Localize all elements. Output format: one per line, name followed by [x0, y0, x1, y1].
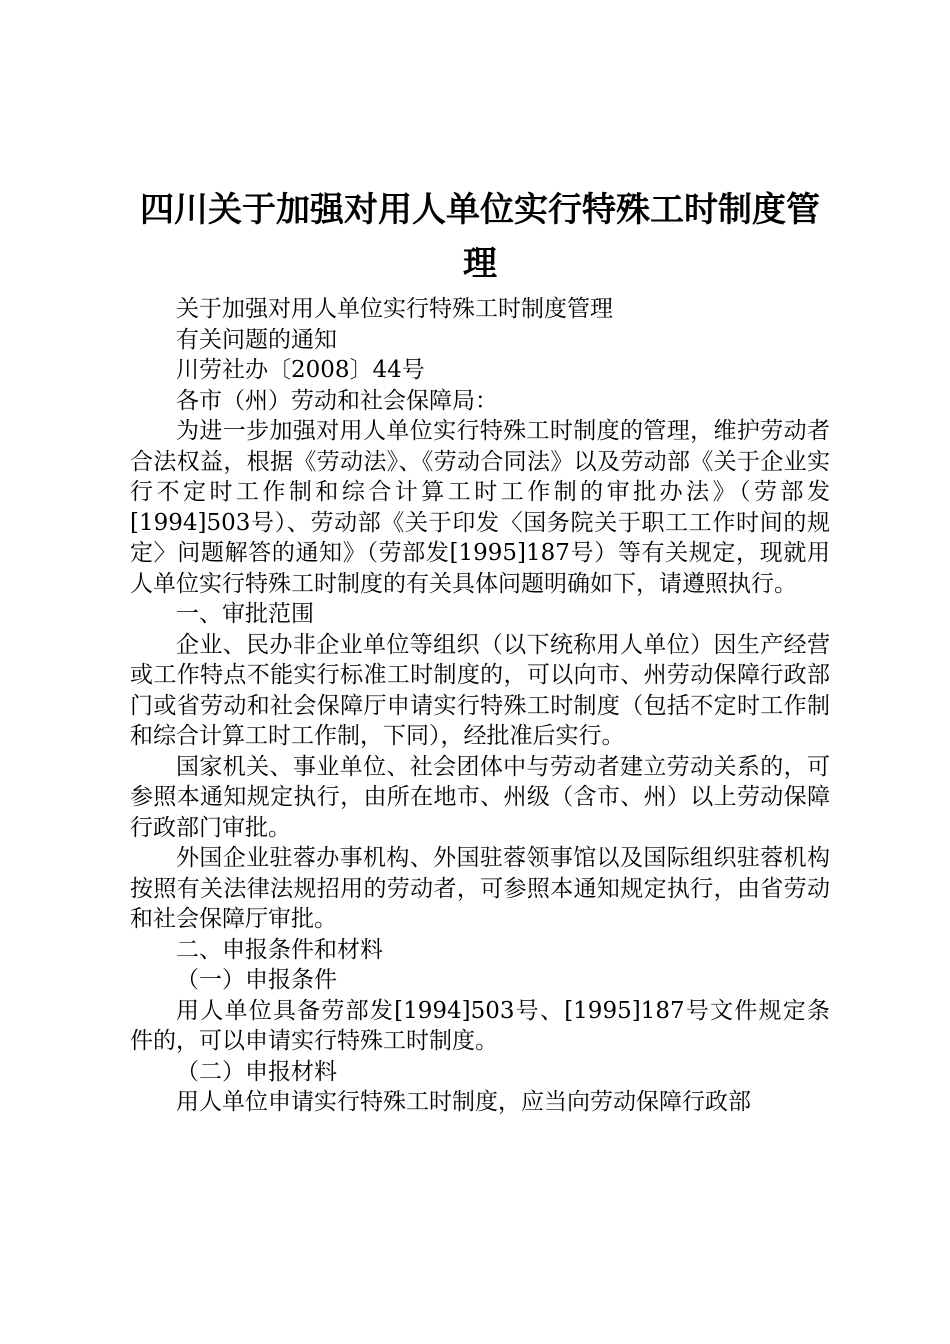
subsection-heading-1: （一）申报条件	[176, 967, 337, 993]
subtitle-line-1: 关于加强对用人单位实行特殊工时制度管理	[176, 296, 613, 322]
document-number: 川劳社办〔2008〕44号	[176, 357, 425, 383]
paragraph-scope-1: 企业、民办非企业单位等组织（以下统称用人单位）因生产经营或工作特点不能实行标准工时制度的，可以向市、州劳动保障行政部门或省劳动和社会保障厅申请实行特殊工时制度（包括不定时工作制和综合计算工时工作制，下同），经批准后实行。	[130, 631, 830, 749]
section-heading-1: 一、审批范围	[176, 601, 314, 627]
paragraph-scope-3: 外国企业驻蓉办事机构、外国驻蓉领事馆以及国际组织驻蓉机构按照有关法律法规招用的劳动者，可参照本通知规定执行，由省劳动和社会保障厅审批。	[130, 845, 830, 932]
paragraph-materials: 用人单位申请实行特殊工时制度，应当向劳动保障行政部	[176, 1089, 751, 1115]
intro-paragraph: 为进一步加强对用人单位实行特殊工时制度的管理，维护劳动者合法权益，根据《劳动法》、《劳动合同法》以及劳动部《关于企业实行不定时工作制和综合计算工时工作制的审批办法》（劳部发[1994]503号）、劳动部《关于印发〈国务院关于职工工作时间的规定〉问题解答的通知》（劳部发[1995]187号）等有关规定，现就用人单位实行特殊工时制度的有关具体问题明确如下，请遵照执行。	[130, 418, 830, 597]
document-title: 四川关于加强对用人单位实行特殊工时制度管理	[140, 190, 820, 284]
addressee: 各市（州）劳动和社会保障局：	[176, 387, 498, 414]
paragraph-conditions: 用人单位具备劳部发[1994]503号、[1995]187号文件规定条件的，可以申请实行特殊工时制度。	[130, 997, 830, 1054]
paragraph-scope-2: 国家机关、事业单位、社会团体中与劳动者建立劳动关系的，可参照本通知规定执行，由所在地市、州级（含市、州）以上劳动保障行政部门审批。	[130, 753, 830, 841]
document-body	[130, 294, 830, 1118]
subsection-heading-2: （二）申报材料	[176, 1058, 337, 1085]
subtitle-line-2: 有关问题的通知	[176, 326, 337, 353]
section-heading-2: 二、申报条件和材料	[176, 936, 383, 963]
document-page	[130, 183, 830, 1118]
